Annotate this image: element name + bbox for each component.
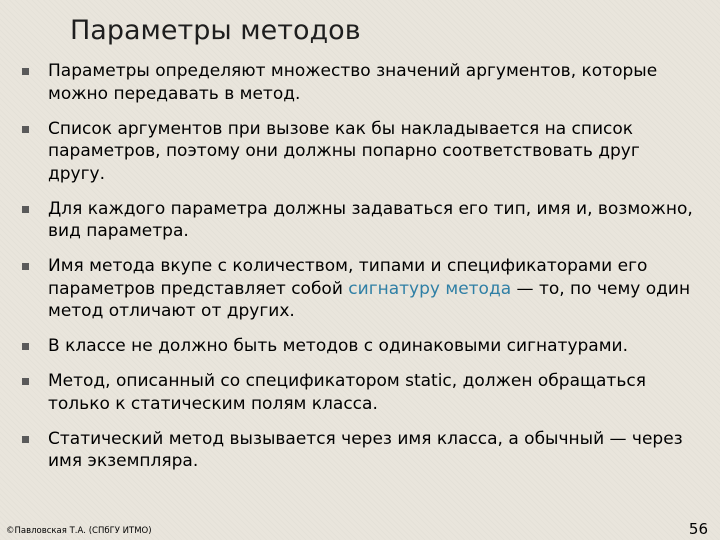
bullet-item xyxy=(20,370,700,415)
bullet-text-after: — то, по чему один метод отличают от других. xyxy=(48,278,691,321)
bullet-text: В классе не должно быть методов с одинаковыми сигнатурами. xyxy=(48,336,628,356)
square-bullet-icon xyxy=(22,263,29,270)
square-bullet-icon xyxy=(22,206,29,213)
bullet-text: Параметры определяют множество значений аргументов, которые можно передавать в метод. xyxy=(48,61,658,104)
bullet-item xyxy=(20,198,700,243)
slide-title: Параметры методов xyxy=(70,15,361,46)
bullet-item xyxy=(20,118,700,186)
square-bullet-icon xyxy=(22,126,29,133)
bullet-text: Для каждого параметра должны задаваться его тип, имя и, возможно, вид параметра. xyxy=(48,198,693,241)
bullet-item xyxy=(20,255,700,323)
square-bullet-icon xyxy=(22,343,29,350)
bullet-text: Список аргументов при вызове как бы накладывается на список параметров, поэтому они должны попарно соответствовать друг другу. xyxy=(48,118,640,184)
footer-copyright: ©Павловская Т.А. (СПбГУ ИТМО) xyxy=(6,526,152,536)
highlighted-term: сигнатуру метода xyxy=(348,278,512,299)
square-bullet-icon xyxy=(22,68,29,75)
bullet-text-before: Имя метода вкупе с количеством, типами и спецификаторами его параметров представляет собой xyxy=(48,256,648,299)
square-bullet-icon xyxy=(22,436,29,443)
square-bullet-icon xyxy=(22,378,29,385)
page-number: 56 xyxy=(688,520,708,538)
bullet-list xyxy=(20,60,700,485)
bullet-text: Статический метод вызывается через имя класса, а обычный — через имя экземпляра. xyxy=(48,428,683,471)
bullet-item xyxy=(20,60,700,105)
bullet-item xyxy=(20,335,700,358)
bullet-text: Метод, описанный со спецификатором static, должен обращаться только к статическим полям класса. xyxy=(48,371,646,414)
bullet-item xyxy=(20,428,700,473)
